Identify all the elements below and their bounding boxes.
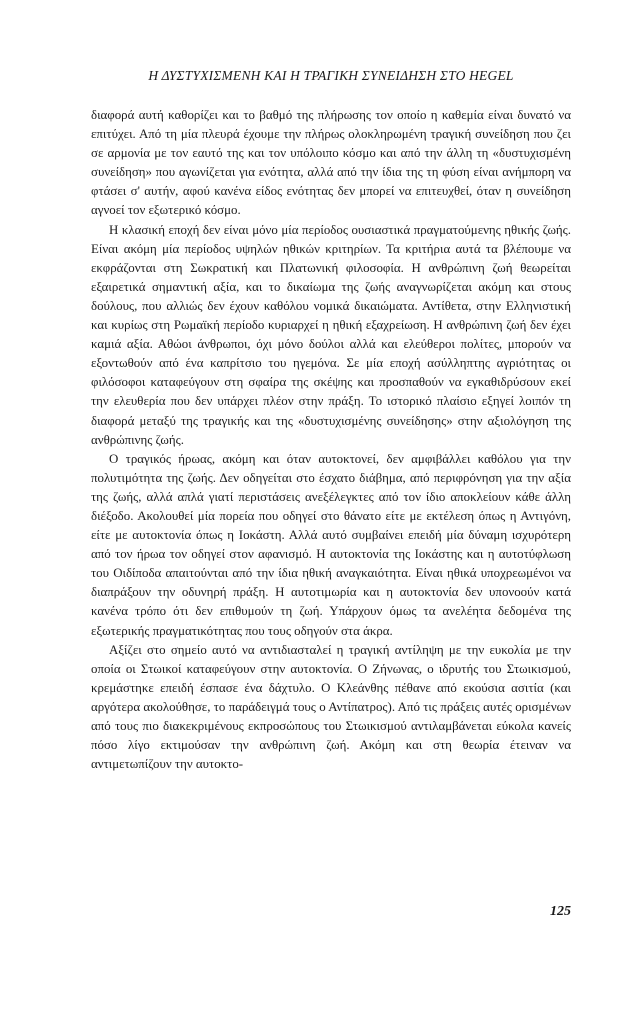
- paragraph-classical-era: Η κλασική εποχή δεν είναι μόνο μία περίοδος ουσιαστικά πραγματούμενης ηθικής ζωής. Είναι ακόμη μία περίοδος υψηλών ηθικών κριτηρίων. Τα κριτήρια αυτά τα βλέπουμε να εκφράζονται στη Σωκρατική και Πλατωνική φιλοσοφία. Η ανθρώπινη ζωή θεωρείται εξαιρετικά σημαντική αξία, και το δικαίωμα της ζωής αναγνωρίζεται ακόμη και στους δούλους, που αλλιώς δεν έχουν καθόλου νομικά δικαιώματα. Αντίθετα, στην Ελληνιστική και κυρίως στη Ρωμαϊκή περίοδο κυριαρχεί η ηθική εξαχρείωση. Η ανθρώπινη ζωή δεν έχει καμιά αξία. Αθώοι άνθρωποι, όχι μόνο δούλοι αλλά και ελεύθεροι πολίτες, μπορούν να εξοντωθούν από ένα καπρίτσιο του ηγεμόνα. Σε μία εποχή ασύλληπτης αγριότητας οι φιλόσοφοι καταφεύγουν στη σφαίρα της σκέψης και προσπαθούν να εγκαθιδρύσουν εκεί την ελευθερία που δεν υπάρχει πλέον στην πράξη. Το ιστορικό πλαίσιο εξηγεί λοιπόν τη διαφορά μεταξύ της τραγικής και της «δυστυχισμένης συνείδησης» στην αξιολόγηση της ανθρώπινης ζωής.: [91, 222, 571, 447]
- page-number: 125: [550, 904, 571, 919]
- page-content: [91, 68, 571, 774]
- running-title: Η ΔΥΣΤΥΧΙΣΜΕΝΗ ΚΑΙ Η ΤΡΑΓΙΚΗ ΣΥΝΕΙΔΗΣΗ ΣΤΟ HEGEL: [148, 68, 514, 83]
- paragraph-tragic-hero: Ο τραγικός ήρωας, ακόμη και όταν αυτοκτονεί, δεν αμφιβάλλει καθόλου για την πολυτιμότητα της ζωής. Δεν οδηγείται στο έσχατο διάβημα, από περιφρόνηση για την αξία της ζωής, αλλά απλά γιατί περιστάσεις ανεξέλεγκτες από τον ίδιο αποκλείουν κάθε άλλη διέξοδο. Ακολουθεί μία πορεία που οδηγεί στο θάνατο είτε με εκτέλεση όπως η Αντιγόνη, είτε με αυτοκτονία όπως η Ιοκάστη. Αλλά αυτό συμβαίνει επειδή μία δύναμη ισχυρότερη από τον ήρωα τον οδηγεί στον αφανισμό. Η αυτοκτονία της Ιοκάστης και η αυτοτύφλωση του Οιδίποδα απαιτούνται από την ίδια ηθική αναγκαιότητα. Είναι ηθικά υποχρεωμένοι να διαπράξουν την οδυνηρή πράξη. Η αυτοτιμωρία και η αυτοκτονία δεν υπονοούν κατά κανένα τρόπο ότι δεν επιθυμούν τη ζωή. Υπάρχουν όμως τα ανελέητα δεδομένα της εξωτερικής πραγματικότητας που τους οδηγούν στα άκρα.: [91, 451, 571, 638]
- paragraph-continuation: διαφορά αυτή καθορίζει και το βαθμό της πλήρωσης τον οποίο η καθεμία είναι δυνατό να επιτύχει. Από τη μία πλευρά έχουμε την πλήρως ολοκληρωμένη τραγική συνείδηση που ζει σε αρμονία με τον εαυτό της και τον υπόλοιπο κόσμο και από την άλλη τη «δυστυχισμένη συνείδηση» που αγωνίζεται για ενότητα, αλλά από την ίδια της τη φύση είναι ανήμπορη να φτάσει σ' αυτήν, αφού κανένα είδος ενότητας δεν μπορεί να επιτευχθεί, όταν η συνείδηση αγνοεί τον εξωτερικό κόσμο.: [91, 108, 571, 218]
- paragraph-stoics: Αξίζει στο σημείο αυτό να αντιδιασταλεί η τραγική αντίληψη με την ευκολία με την οποία οι Στωικοί καταφεύγουν στην αυτοκτονία. Ο Ζήνωνας, ο ιδρυτής του Στωικισμού, κρεμάστηκε επειδή έσπασε ένα δάχτυλο. Ο Κλεάνθης πέθανε από εκούσια ασιτία (και αργότερα ακολούθησε, το παράδειγμά τους ο Αντίπατρος). Από τις πράξεις αυτές ορισμένων από τους πιο διακεκριμένους εκπροσώπους του Στωικισμού αντιλαμβάνεται εύκολα κανείς πόσο λίγο εκτιμούσαν την ανθρώπινη ζωή. Ακόμη και στη θεωρία έτειναν να αντιμετωπίζουν την αυτοκτο-: [91, 642, 571, 772]
- body-text: [91, 106, 571, 774]
